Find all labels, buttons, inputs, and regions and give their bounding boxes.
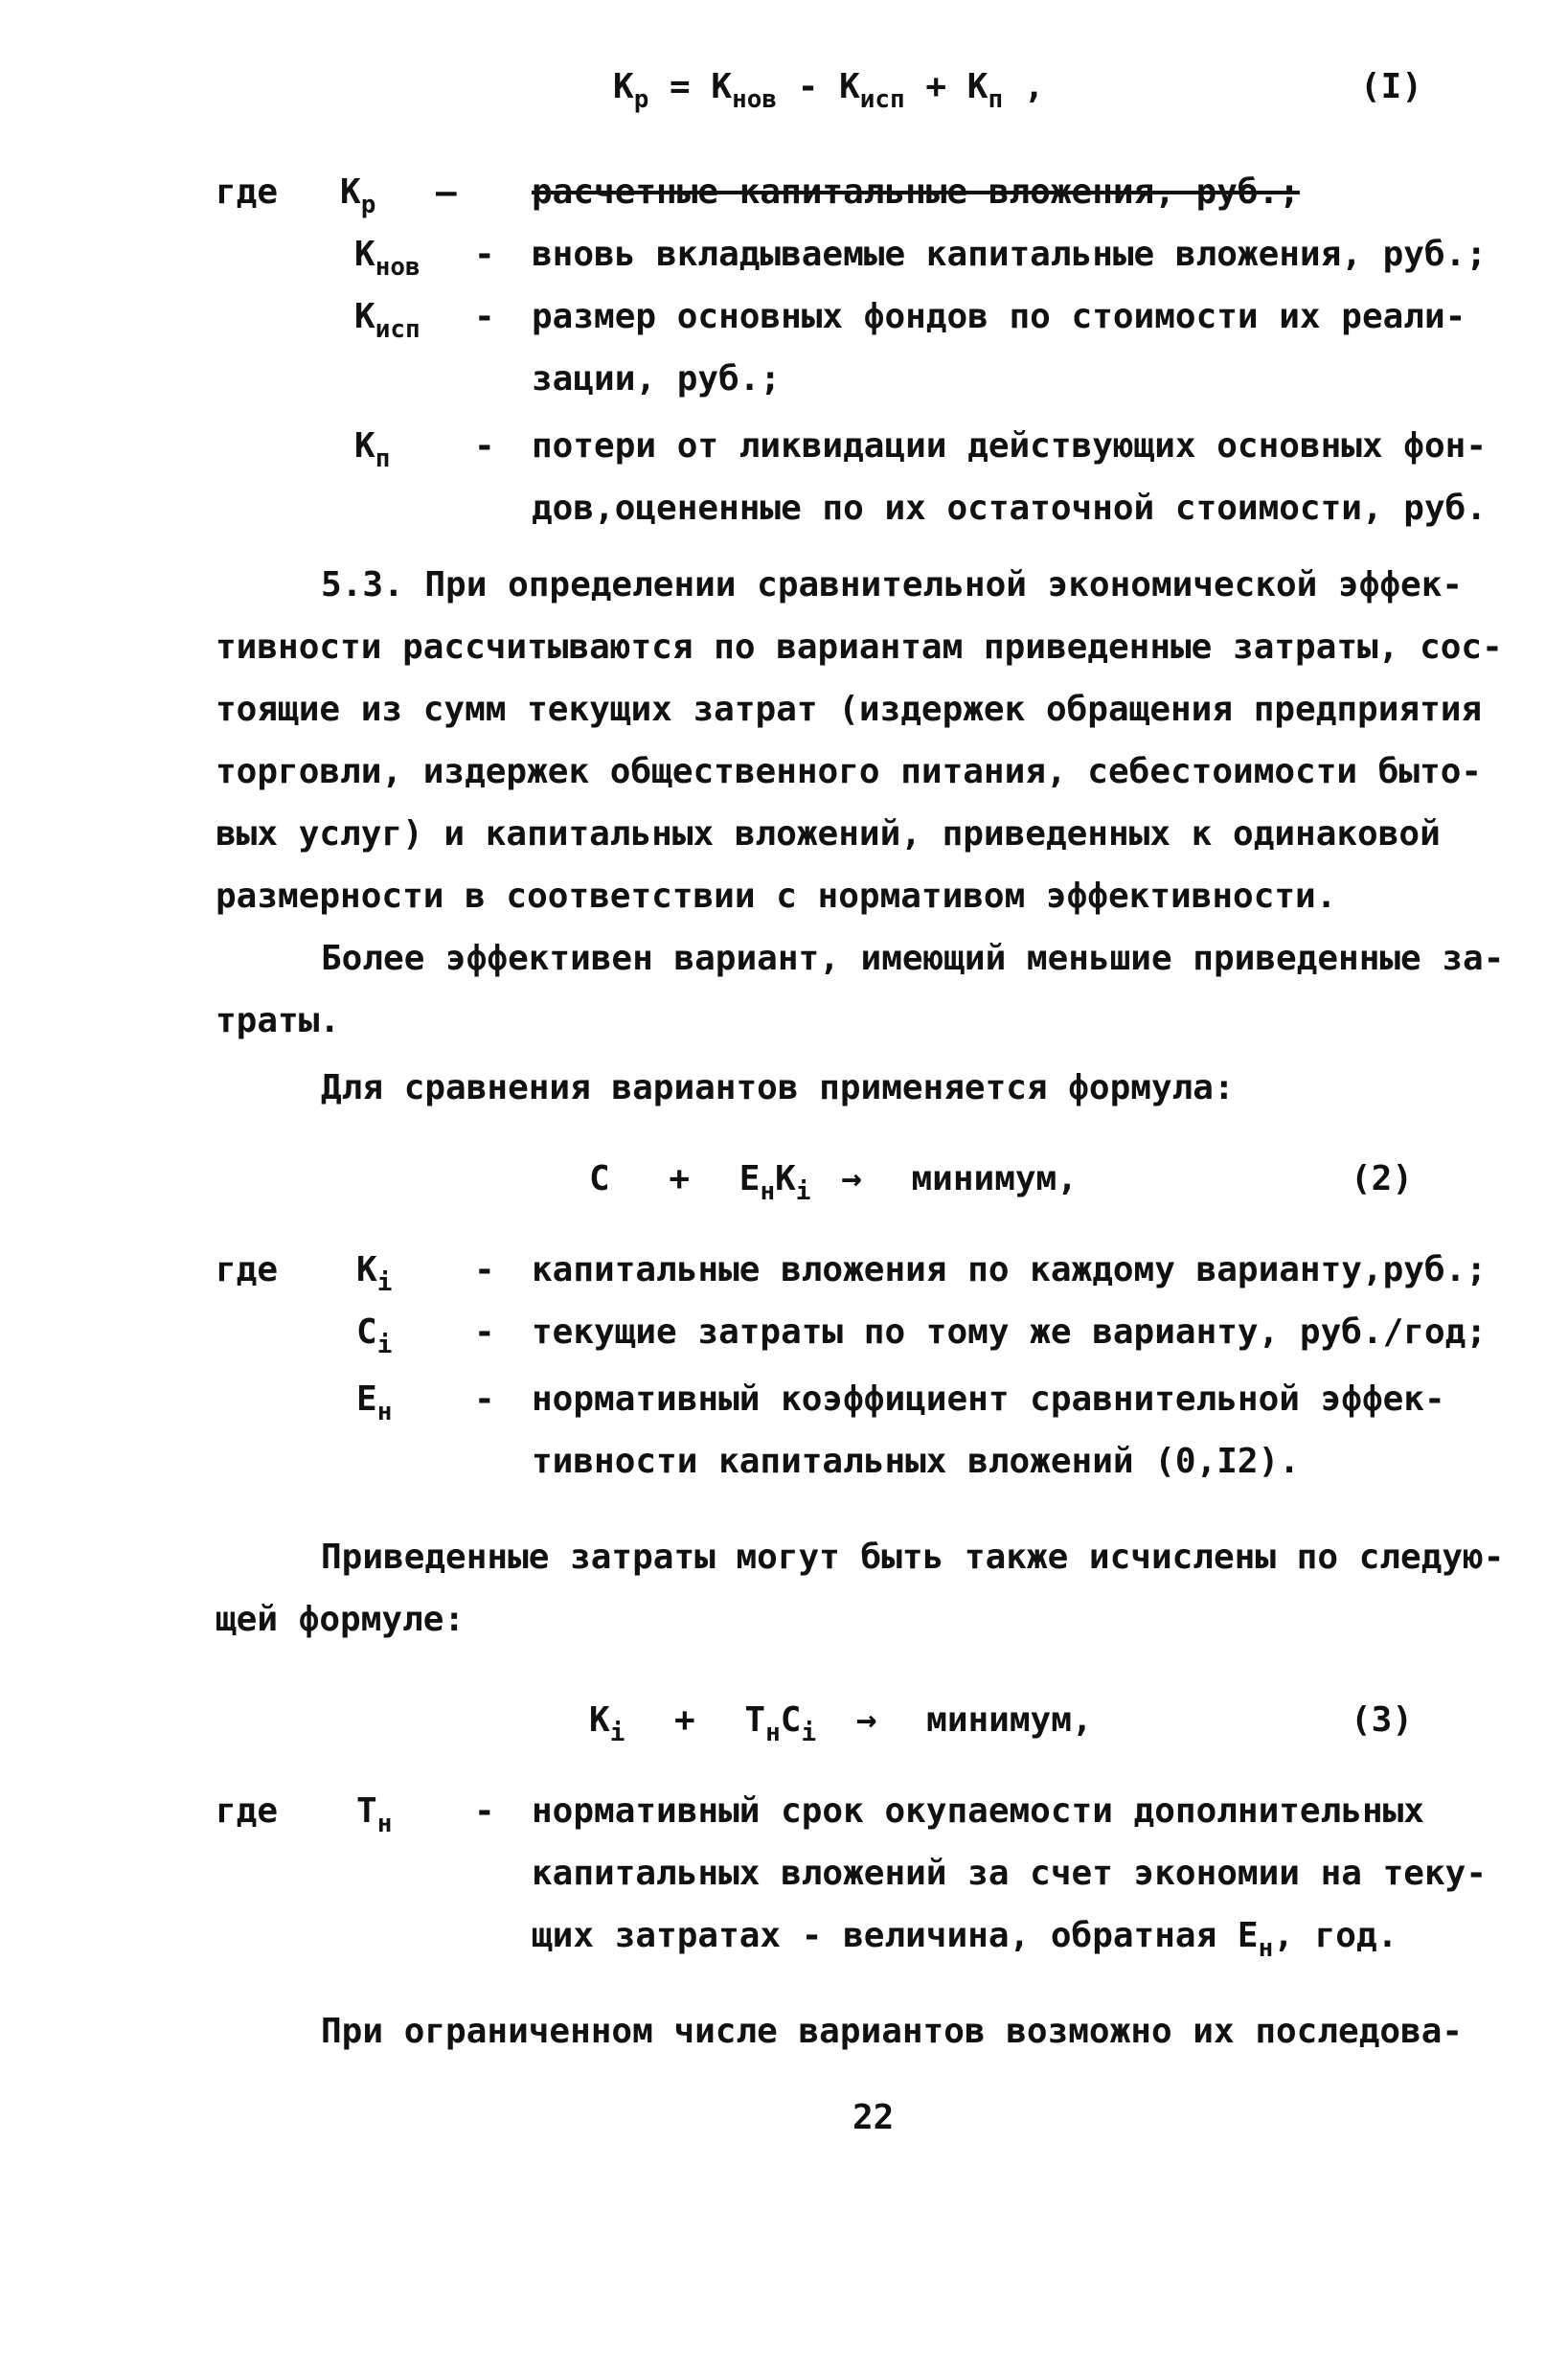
def2-row-ki-dash: - <box>474 1250 495 1289</box>
def2-symbol: К <box>356 1250 377 1289</box>
def3-row-tn-symbol <box>356 1791 393 1838</box>
def1-symbol: К <box>340 172 361 212</box>
formula-3-c: С <box>780 1700 802 1740</box>
def2-symbol-sub: i <box>376 1331 393 1359</box>
formula-1-op2: + <box>904 67 967 106</box>
para-limited: При ограниченном числе вариантов возможно их последова- <box>321 2012 1464 2051</box>
def3-row-tn-text-2: капитальных вложений за счет экономии на теку- <box>532 1854 1487 1893</box>
def2-row-en-dash: - <box>474 1379 495 1419</box>
def1-symbol: К <box>354 426 375 466</box>
where-label-3: где <box>216 1791 279 1831</box>
formula-2-e-sub: н <box>760 1177 776 1206</box>
para-effective-line-2: траты. <box>216 1001 341 1040</box>
formula-1-end: , <box>1003 67 1045 106</box>
def1-row-kr-dash: – <box>436 172 457 212</box>
formula-1 <box>613 67 1045 114</box>
formula-2-k: К <box>775 1159 796 1198</box>
formula-1-term3: К <box>966 67 989 106</box>
def1-row-kp-dash: - <box>474 426 495 466</box>
formula-2-c: С <box>589 1159 610 1198</box>
def3-row-tn-text-3 <box>532 1916 1398 1963</box>
def3-symbol-sub: н <box>376 1810 393 1838</box>
formula-2 <box>589 1159 1078 1206</box>
def3-text-end: , год. <box>1273 1916 1398 1955</box>
def1-symbol-sub: р <box>360 191 376 219</box>
def3-text-main: щих затратах - величина, обратная Е <box>532 1916 1259 1955</box>
def3-text-sub: н <box>1258 1934 1274 1963</box>
def2-symbol: С <box>356 1312 377 1352</box>
formula-1-lhs: К <box>613 67 634 106</box>
def2-row-ki-text: капитальные вложения по каждому варианту,руб.; <box>532 1250 1487 1289</box>
def2-row-en-text-2: тивности капитальных вложений (0,I2). <box>532 1442 1300 1481</box>
def2-symbol: Е <box>356 1379 377 1419</box>
formula-3-plus: + <box>674 1700 695 1740</box>
formula-3-c-sub: i <box>801 1719 817 1747</box>
def2-symbol-sub: i <box>376 1268 393 1297</box>
formula-2-number: (2) <box>1351 1159 1414 1198</box>
formula-1-term2-sub: исп <box>859 85 905 114</box>
formula-1-term1: К <box>711 67 733 106</box>
formula-3-t-sub: н <box>765 1719 781 1747</box>
def2-row-ci-symbol <box>356 1312 393 1359</box>
formula-3-k-sub: i <box>609 1719 625 1747</box>
formula-2-plus: + <box>669 1159 691 1198</box>
def1-symbol: К <box>354 297 375 336</box>
def3-row-tn-text-1: нормативный срок окупаемости дополнительных <box>532 1791 1424 1831</box>
formula-3-number: (3) <box>1351 1700 1414 1740</box>
para-5-3-line-6: размерности в соответствии с нормативом эффективности. <box>216 877 1337 916</box>
para-5-3-line-5: вых услуг) и капитальных вложений, приведенных к одинаковой <box>216 814 1441 854</box>
para-5-3-line-1: 5.3. При определении сравнительной экономической эффек- <box>321 565 1464 604</box>
formula-3-k: К <box>589 1700 610 1740</box>
def1-row-knov-text: вновь вкладываемые капитальные вложения, руб.; <box>532 235 1487 274</box>
where-label-2: где <box>216 1250 279 1289</box>
def1-symbol-sub: нов <box>375 253 420 282</box>
formula-1-term1-sub: нов <box>732 85 778 114</box>
def1-row-kr-symbol <box>340 172 376 219</box>
def2-row-en-symbol <box>356 1379 393 1426</box>
where-label-1: где <box>216 172 279 212</box>
para-compare: Для сравнения вариантов применяется формула: <box>321 1068 1235 1107</box>
formula-2-k-sub: i <box>795 1177 811 1206</box>
formula-1-term3-sub: п <box>988 85 1004 114</box>
def1-row-kp-symbol <box>354 426 391 473</box>
formula-1-eq: = <box>648 67 712 106</box>
def1-row-kp-text-2: дов,оцененные по их остаточной стоимости, руб. <box>532 489 1487 528</box>
def1-row-kisp-symbol <box>354 297 420 344</box>
def1-row-kisp-text-1: размер основных фондов по стоимости их реали- <box>532 297 1466 336</box>
def3-row-tn-dash: - <box>474 1791 495 1831</box>
formula-2-word: минимум, <box>911 1159 1078 1198</box>
para-reduced-line-1: Приведенные затраты могут быть также исчислены по следую- <box>321 1538 1505 1577</box>
formula-3-t: Т <box>744 1700 766 1740</box>
formula-3-word: минимум, <box>926 1700 1093 1740</box>
formula-3-arrow: → <box>855 1700 877 1740</box>
formula-1-lhs-sub: р <box>633 85 649 114</box>
def2-row-ci-dash: - <box>474 1312 495 1352</box>
formula-1-op1: - <box>777 67 840 106</box>
para-5-3-line-3: тоящие из сумм текущих затрат (издержек обращения предприятия <box>216 690 1483 729</box>
def1-symbol-sub: исп <box>375 315 420 344</box>
def1-symbol: К <box>354 235 375 274</box>
def1-row-knov-symbol <box>354 235 420 282</box>
def1-row-kisp-text-2: зации, руб.; <box>532 359 782 399</box>
def1-row-kp-text-1: потери от ликвидации действующих основных фон- <box>532 426 1487 466</box>
para-5-3-line-4: торговли, издержек общественного питания, себестоимости быто- <box>216 752 1483 791</box>
para-5-3-line-2: тивности рассчитываются по вариантам приведенные затраты, сос- <box>216 627 1503 667</box>
def2-row-ki-symbol <box>356 1250 393 1297</box>
def1-row-kisp-dash: - <box>474 297 495 336</box>
para-reduced-line-2: щей формуле: <box>216 1600 466 1639</box>
formula-1-term2: К <box>839 67 860 106</box>
def2-row-ci-text: текущие затраты по тому же варианту, руб./год; <box>532 1312 1487 1352</box>
formula-1-number: (I) <box>1360 67 1423 106</box>
def1-row-knov-dash: - <box>474 235 495 274</box>
para-effective-line-1: Более эффективен вариант, имеющий меньшие приведенные за- <box>321 939 1505 978</box>
def3-symbol: Т <box>356 1791 377 1831</box>
formula-2-arrow: → <box>841 1159 862 1198</box>
def2-row-en-text-1: нормативный коэффициент сравнительной эффек- <box>532 1379 1445 1419</box>
def1-symbol-sub: п <box>375 445 391 473</box>
page-number: 22 <box>852 2098 895 2137</box>
formula-2-e: Е <box>739 1159 761 1198</box>
formula-3 <box>589 1700 1093 1747</box>
def1-row-kr-text: расчетные капитальные вложения, руб.; <box>532 172 1300 212</box>
def2-symbol-sub: н <box>376 1398 393 1426</box>
